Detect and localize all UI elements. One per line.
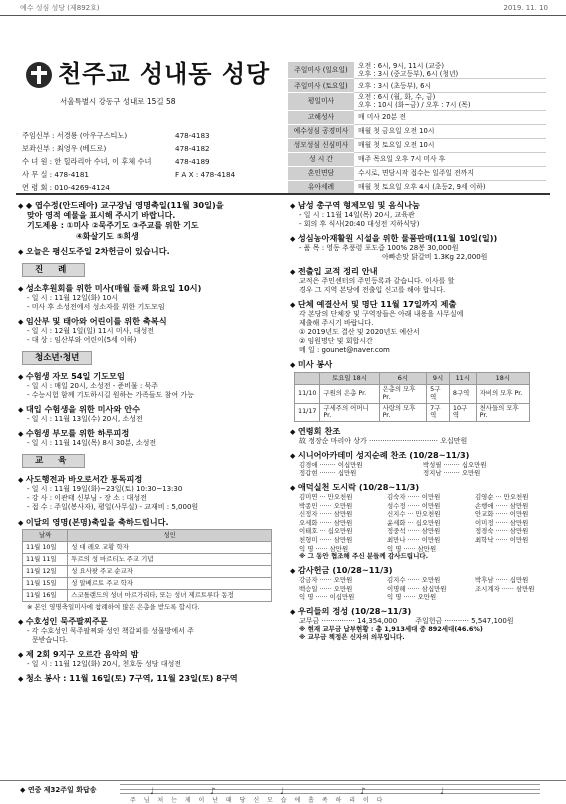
- notice-text: ④화살기도 ⑤희생: [76, 231, 139, 241]
- notice-detail: - 일 시 : 11월 19일(화)~23일(토) 10:30~13:30: [27, 485, 183, 494]
- tithe-total: 교무금 ··············· 14,354,000: [299, 616, 398, 625]
- donor-entry: 백승일 ······ 오만원: [299, 584, 353, 593]
- staff-name: 보좌신부 : 최영우 (베드로): [22, 144, 107, 154]
- schedule-label: 주일미사 (토요일): [288, 79, 354, 93]
- staff-name: 주임신부 : 서경룡 (아우구스티노): [22, 131, 128, 141]
- schedule-label: 혼인면담: [288, 166, 354, 180]
- donor-entry: 성수정 ······ 이만원: [387, 501, 441, 510]
- donor-entry: 최학낙 ······ 이만원: [475, 536, 529, 545]
- table-cell: 자비의 모후 Pr.: [476, 385, 529, 403]
- donor-entry: 김미연 ··· 만오천원: [299, 492, 353, 501]
- schedule-value: 매주 목요일 오후 7시 미사 후: [354, 152, 546, 166]
- notice-detail: - 일 시 : 11월 13일(수) 20시, 소성전: [27, 415, 143, 424]
- psalm-lyric: 주 님 처 는 제 이 난 때 당 신 모 습 에 흡 족 하 리 이 다: [130, 797, 386, 804]
- notice-detail: - 일 시 : 12월 1일(일) 11시 미사, 대성전: [27, 326, 155, 335]
- music-note-icon: ♪: [210, 787, 216, 797]
- table-cell: 11월 15일: [23, 578, 68, 590]
- schedule-value: 수시로, 면담시작 접수는 일주일 전까지: [354, 166, 546, 180]
- donor-entry: 손행애 ······ 삼만원: [475, 501, 529, 510]
- sunday-offering-total: 주일헌금 ··········· 5,547,100원: [415, 616, 514, 625]
- table-header-cell: 11시: [449, 373, 476, 385]
- notice-blessing: ◆ 임산부 및 태아와 어린이를 위한 축복식: [18, 317, 280, 327]
- notice-mass-service: ◆ 미사 봉사: [290, 360, 548, 370]
- schedule-value: 매 미사 20분 전: [354, 110, 546, 124]
- donor-entry: 강금자 ······ 오만원: [299, 576, 353, 585]
- table-header-cell: 성인: [68, 530, 272, 542]
- thanks-note: ※ 그 동안 협조해 주신 분들께 감사드립니다.: [299, 552, 429, 561]
- table-header: [295, 373, 530, 385]
- table-cell: 11월 11일: [23, 554, 68, 566]
- left-column: [18, 201, 280, 684]
- schedule-row: [288, 166, 546, 180]
- table-cell: 5구역: [427, 385, 450, 403]
- notice-record-transfer: ◆ 전출입 교적 정리 안내: [290, 267, 548, 277]
- schedule-row: [288, 79, 546, 93]
- notice-detail: 아빠손맛 닭갈비 1.3Kg 22,000원: [382, 252, 488, 261]
- schedule-row: [288, 110, 546, 124]
- donor-entry: 천형미 ······ 삼만원: [299, 536, 353, 545]
- notice-detail: - 일 시 : 매일 20시, 소성전 - 준비물 : 묵주: [27, 382, 159, 391]
- table-cell: 구원의 은총 Pr.: [320, 385, 379, 403]
- schedule-label: 성 시 간: [288, 152, 354, 166]
- staff-tel: 478-4189: [175, 157, 210, 167]
- notice-vocation-mass: ◆ 성소후원회를 위한 미사(매월 둘째 화요일 10시): [18, 284, 280, 294]
- table-header: [23, 530, 272, 542]
- music-staff: [120, 784, 540, 797]
- schedule-label: 예수성심 공경미사: [288, 124, 354, 138]
- notice-detail: 경우 그 지역 본당에 전출입 신고를 해야 합니다.: [299, 286, 446, 294]
- notice-detail: - 일 시 : 11월 12일(화) 10시: [27, 293, 118, 302]
- schedule-label: 고해성사: [288, 110, 354, 124]
- section-liturgy: 진 례: [22, 263, 85, 277]
- table-cell: 성 대 레오 교황 학자: [68, 542, 272, 554]
- notice-mens-meeting: ◆ 남성 총구역 형제모임 및 음식나눔: [290, 201, 548, 211]
- donor-entry: 익 명 ······ 오만원: [387, 593, 437, 602]
- issue-date: 2019. 11. 10: [503, 4, 548, 12]
- donor-entry: 신정자 ······ 삼만원: [299, 510, 353, 519]
- table-row: [23, 578, 272, 590]
- divider: [16, 193, 550, 195]
- table-header-cell: 토요일 18시: [320, 373, 379, 385]
- notice-detail: - 각 수호성인 묵주팔찌와 성인 책갈피를 성물방에서 주: [27, 627, 194, 635]
- table-row: [295, 385, 530, 403]
- notice-detail: - 일 시 : 11월 14일(목) 20시, 교육관: [299, 210, 415, 219]
- notice-detail: 교적은 주민센터의 주민등록과 같습니다. 이사를 할: [299, 276, 455, 285]
- donor-entry: 오세화 ······ 삼만원: [299, 518, 353, 527]
- cross-logo-icon: [26, 62, 52, 88]
- donor-entry: 김경애 ········ 이십만원: [299, 460, 363, 469]
- schedule-label: 주일미사 (일요일): [288, 62, 354, 79]
- notice-detail: ② 임원명단 및 회합시간: [299, 337, 373, 346]
- table-cell: 은총의 모후 Pr.: [379, 385, 427, 403]
- staff-tel: 478-4183: [175, 131, 210, 141]
- top-bar: [0, 0, 566, 16]
- schedule-label: 평일미사: [288, 93, 354, 110]
- donor-entry: 신지수 ··· 만오천원: [387, 510, 441, 519]
- notice-detail: 제출해 주시기 바랍니다.: [299, 319, 374, 328]
- feast-table: [22, 529, 272, 602]
- notice-text: 맞아 영적 예물을 표시해 주시기 바랍니다.: [27, 210, 176, 220]
- notice-detail: 故 정장순 마리아 상가 ······························· 오십만원: [299, 436, 468, 445]
- donor-entry: 이태호 ··· 십오만원: [299, 527, 353, 536]
- notice-cleaning: ◆ 청소 봉사 : 11월 16일(토) 7구역, 11월 23일(토) 8구역: [18, 674, 280, 684]
- footer-psalm: [0, 780, 566, 804]
- notice-detail: 문받습니다.: [32, 636, 69, 645]
- staff-tel: 478-4182: [175, 144, 210, 154]
- notice-detail: - 회의 후 식사(20:40 대성전 지하식당): [299, 219, 420, 228]
- table-row: [23, 542, 272, 554]
- table-cell: 10구역: [449, 403, 476, 421]
- notice-detail: ① 2019년도 결산 및 2020년도 예산서: [299, 328, 420, 337]
- church-address: 서울특별시 강동구 성내로 15길 58: [60, 97, 176, 106]
- schedule-label: 성모성심 신심미사: [288, 138, 354, 152]
- table-cell: 11/17: [295, 403, 320, 421]
- donor-entry: 이미정 ······ 삼만원: [475, 518, 529, 527]
- notice-lunchbox: ◆ 애덕실천 도시락 (10/28~11/3): [290, 483, 548, 493]
- donor-entry: 익 명 ······ 삼만원: [299, 544, 349, 553]
- notice-detail: - 수능시험 함께 기도하시길 원하는 가족들도 참여 가능: [27, 391, 194, 400]
- donor-entry: 김지수 ······ 오만원: [387, 576, 441, 585]
- schedule-row: [288, 62, 546, 79]
- notice-organ-night: ◆ 제 2회 9지구 오르간 음악의 밤: [18, 650, 280, 660]
- staff-name: 연 령 회 : 010-4269-4124: [22, 183, 110, 193]
- staff-row: [22, 143, 276, 156]
- notice-budget-submit: ◆ 단체 예결산서 및 명단 11월 17일까지 제출: [290, 300, 548, 310]
- notice-detail: - 강 사 : 이관태 신부님 - 장 소 : 대성전: [27, 494, 147, 503]
- notice-detail: - 일 시 : 11월 14일(목) 8시 30분, 소성전: [27, 439, 157, 448]
- donor-entry: 정지남 ········ 오만원: [423, 469, 481, 478]
- notice-detail: - 대 상 : 임산부와 어린이(5세 이하): [27, 336, 137, 345]
- music-note-icon: ♩: [440, 787, 445, 797]
- schedule-value: 매월 첫 금요일 오전 10시: [354, 124, 546, 138]
- schedule-row: [288, 152, 546, 166]
- thanks-donors: [290, 576, 548, 602]
- table-cell: 11월 10일: [23, 542, 68, 554]
- psalm-title: ◆ 연중 제32주일 화답송: [20, 786, 97, 794]
- section-youth: 청소년·청년: [22, 351, 92, 365]
- notice-text: 기도제용 : ①미사 ②묵주기도 ③주교를 위한 기도: [27, 221, 199, 231]
- notice-prayer-meeting: ◆ 수험생 자모 54일 기도모임: [18, 372, 280, 382]
- notice-rosary: ◆ 수호성인 묵주팔찌주문: [18, 617, 280, 627]
- notice-senior-pilgrimage: ◆ 시니어아카데미 성지순례 찬조 (10/28~11/3): [290, 451, 548, 461]
- notice-exam-mass: ◆ 대입 수험생을 위한 미사와 안수: [18, 405, 280, 415]
- mass-schedule-table: [288, 62, 546, 195]
- table-row: [23, 590, 272, 602]
- notice-detail: - 접 수 : 주일(봉사자), 평일(사무실) - 교재비 : 5,000원: [27, 503, 199, 512]
- table-row: [295, 403, 530, 421]
- issue-label: 예수 성심 성당 (제892호): [20, 4, 100, 12]
- table-header-cell: 날짜: [23, 530, 68, 542]
- notice-our-offering: ◆ 우리들의 정성 (10/28~11/3): [290, 607, 548, 617]
- table-cell: 11월 16일: [23, 590, 68, 602]
- schedule-value: 오후 : 3시 (초등부), 6시: [354, 79, 546, 93]
- table-cell: 구세주의 어머니 Pr.: [320, 403, 379, 421]
- schedule-label: 유아세례: [288, 180, 354, 194]
- table-cell: 사랑의 모후 Pr.: [379, 403, 427, 421]
- table-cell: 성 알베르토 주교 학자: [68, 578, 272, 590]
- church-title: 천주교 성내동 성당: [58, 59, 271, 88]
- music-note-icon: ♪: [360, 787, 366, 797]
- notice-second-collection: ◆ 오늘은 평신도주일 2차헌금이 있습니다.: [18, 247, 280, 257]
- donor-entry: 박성필 ········ 십오만원: [423, 460, 487, 469]
- notice-email: 메 일 : gounet@naver.com: [299, 346, 390, 355]
- notice-bishop-feast: ◆ ◆ 엽수정(안드레아) 교구장님 영명축일(11월 30일)을: [18, 201, 280, 211]
- table-cell: 7구역: [427, 403, 450, 421]
- music-note-icon: ♩: [280, 787, 285, 797]
- donor-entry: 최만나 ······ 이만원: [387, 536, 441, 545]
- donor-entry: [475, 593, 553, 602]
- notice-goods-sale: ◆ 성심농아재활원 시설을 위한 물품판매(11월 10일(일)): [290, 234, 548, 244]
- pilgrimage-donors: [290, 461, 548, 478]
- donor-entry: 김영순 ··· 만오천원: [475, 492, 529, 501]
- staff-tel: F A X : 478-4184: [175, 170, 236, 180]
- table-cell: 8구역: [449, 385, 476, 403]
- staff-list: [22, 130, 276, 195]
- notice-parent-retreat: ◆ 수험생 부모를 위한 하루피정: [18, 429, 280, 439]
- donor-entry: 조시계자 ······ 삼만원: [475, 584, 535, 593]
- mass-service-table: [294, 372, 530, 422]
- notice-thanks-offering: ◆ 감사헌금 (10/28~11/3): [290, 566, 548, 576]
- table-header-cell: [295, 373, 320, 385]
- lunchbox-donors: [290, 493, 548, 553]
- donor-entry: 박종민 ······ 오만원: [299, 501, 353, 510]
- table-cell: 성 요사팟 주교 순교자: [68, 566, 272, 578]
- donor-entry: 박후남 ······ 십만원: [475, 576, 529, 585]
- notice-detail: 각 본당의 단체장 및 구역장들은 아래 내용을 사무실에: [299, 309, 464, 318]
- table-row: [23, 566, 272, 578]
- donor-entry: 윤세화 ··· 십오만원: [387, 518, 441, 527]
- notice-detail: - 미사 후 소성전에서 성소자를 위한 기도모임: [27, 302, 165, 311]
- staff-name: 수 녀 원 : 한 힐라리아 수녀, 이 후체 수녀: [22, 157, 152, 167]
- donor-entry: 이명해 ······ 삼십만원: [387, 584, 447, 593]
- music-note-icon: ♩: [150, 787, 155, 797]
- table-cell: 투르의 성 마르티노 주교 기념: [68, 554, 272, 566]
- notice-funeral-donation: ◆ 연령회 찬조: [290, 427, 548, 437]
- section-education: 교 육: [22, 454, 85, 468]
- tithe-duty: ※ 교무금 책정은 신자의 의무입니다.: [299, 632, 405, 641]
- staff-name: 사 무 실 : 478-4181: [22, 170, 89, 180]
- feast-note: ※ 본인 영명축일미사에 참례하여 많은 은총을 받도록 합시다.: [27, 603, 200, 612]
- schedule-value: 매월 첫 토요일 오후 4시 (초등2, 9세 이하): [354, 180, 546, 194]
- table-header-cell: 18시: [476, 373, 529, 385]
- staff-row: [22, 130, 276, 143]
- table-cell: 천사들의 모후 Pr.: [476, 403, 529, 421]
- schedule-row: [288, 93, 546, 110]
- donor-entry: 정중석 ······ 삼만원: [387, 527, 441, 536]
- donor-entry: 익 명 ······ 이십만원: [299, 593, 355, 602]
- staff-row: [22, 156, 276, 169]
- schedule-value: 오전 : 6시, 9시, 11시 (교중) 오후 : 3시 (중고등부), 6시 (청년): [354, 62, 546, 79]
- notice-bible-retreat: ◆ 사도행전과 바오로서간 통독피정: [18, 475, 280, 485]
- notice-detail: - 일 시 : 11월 12일(화) 20시, 천호동 성당 대성전: [27, 660, 181, 669]
- schedule-row: [288, 124, 546, 138]
- table-cell: 11월 12일: [23, 566, 68, 578]
- table-row: [23, 554, 272, 566]
- donor-entry: 정갑현 ········ 십만원: [299, 469, 357, 478]
- notice-feast-days: ◆ 이달의 영명(본명)축일을 축하드립니다.: [18, 518, 280, 528]
- schedule-value: 매월 첫 토요일 오전 10시: [354, 138, 546, 152]
- tithe-status: ※ 현재 교무금 납부현황 : 총 1,913세대 중 892세대(46.6%): [299, 624, 483, 633]
- table-cell: 스코틀랜드의 성녀 마르가리타, 또는 성녀 제르트루다 동정: [68, 590, 272, 602]
- schedule-row: [288, 138, 546, 152]
- donor-entry: 안교화 ······ 이만원: [475, 510, 529, 519]
- notice-detail: - 품 목 : 영동 추풍령 포도즙 100% 28봉 30,000원: [299, 243, 459, 252]
- donor-entry: 김숙자 ······ 이만원: [387, 492, 441, 501]
- donor-entry: 익 명 ······ 삼만원: [387, 544, 437, 553]
- staff-row: [22, 169, 276, 182]
- donor-entry: 정경숙 ······ 삼만원: [475, 527, 529, 536]
- schedule-value: 오전 : 6시 (월, 화, 수, 금) 오후 : 10시 (화~금) / 오후 : 7시 (목): [354, 93, 546, 110]
- right-column: [290, 201, 548, 641]
- table-header-cell: 6시: [379, 373, 427, 385]
- table-header-cell: 9시: [427, 373, 450, 385]
- table-cell: 11/10: [295, 385, 320, 403]
